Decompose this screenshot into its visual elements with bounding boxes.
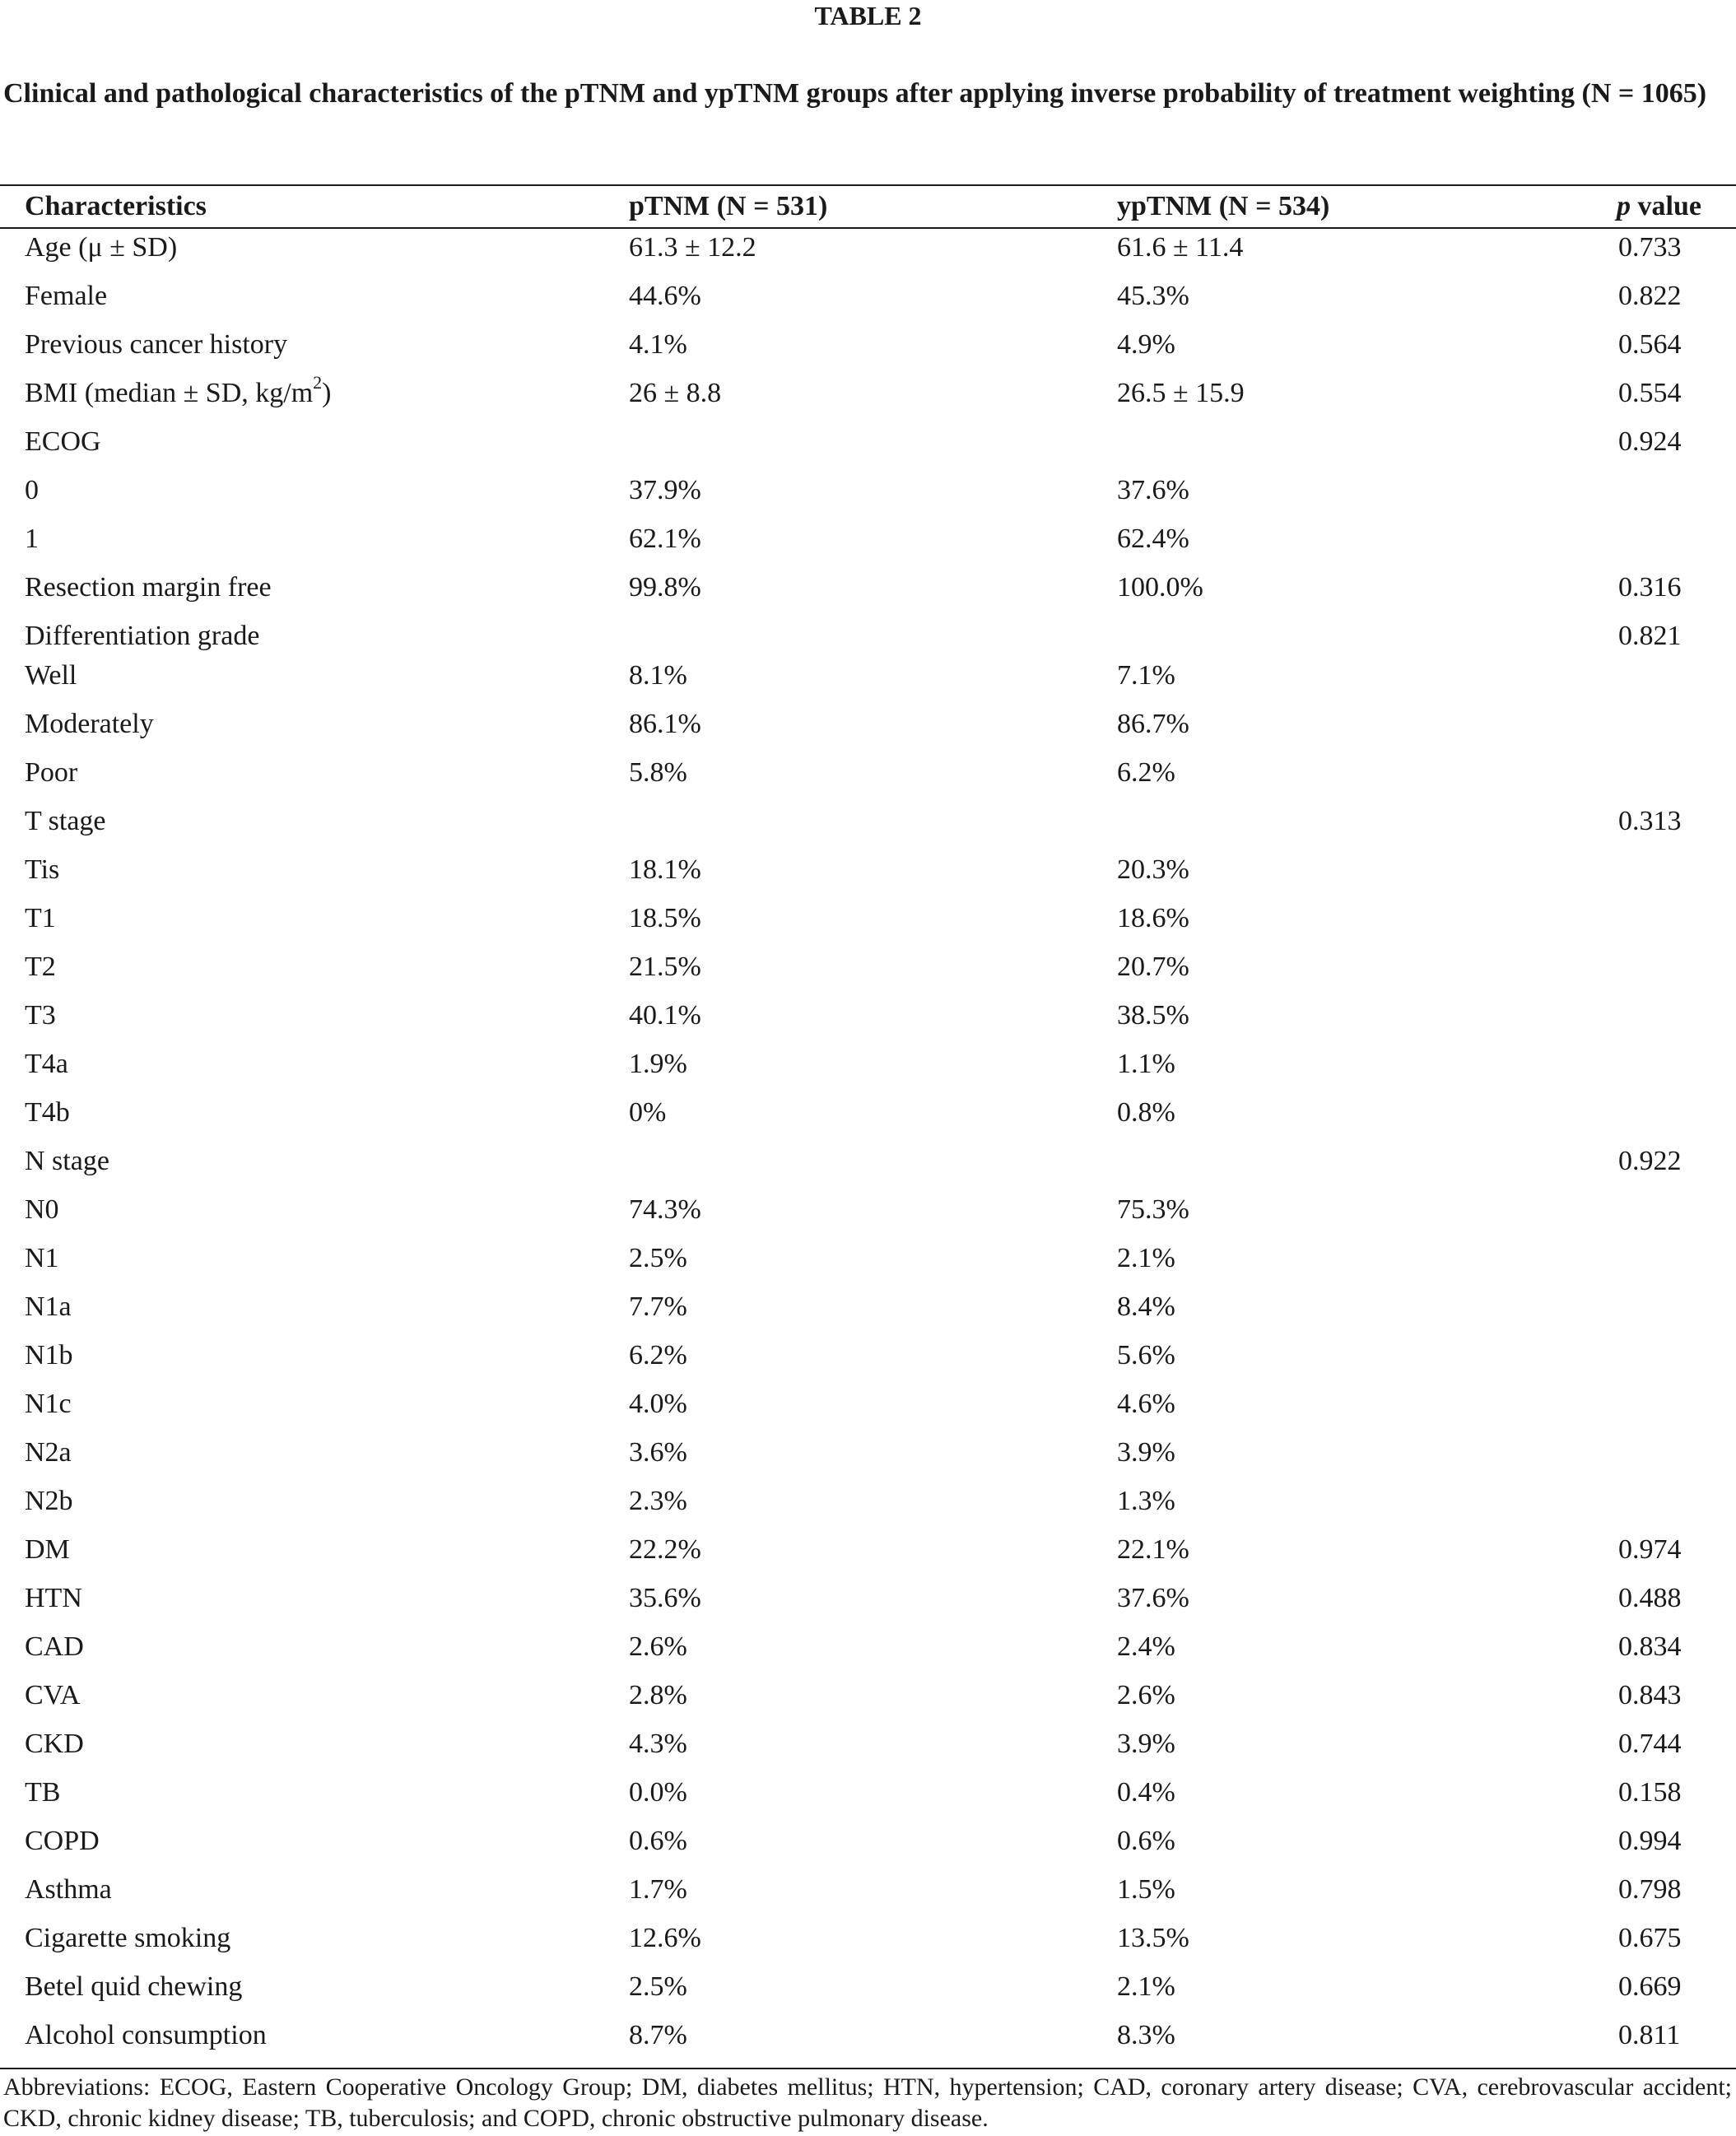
cell-p-value: 0.924	[1618, 426, 1682, 457]
cell-ptnm: 22.2%	[629, 1534, 701, 1565]
row-label: T stage	[25, 806, 106, 836]
row-label: Previous cancer history	[25, 329, 288, 360]
table-row	[0, 1920, 1736, 1957]
table-row	[0, 371, 1736, 412]
table-row	[0, 1775, 1736, 1811]
row-label: N0	[25, 1194, 59, 1225]
cell-ptnm: 2.5%	[629, 1243, 687, 1273]
row-label: CAD	[25, 1631, 84, 1662]
table-row	[0, 658, 1736, 694]
table-row	[0, 1726, 1736, 1762]
table-footnote: Abbreviations: ECOG, Eastern Cooperative Oncology Group; DM, diabetes mellitus; HTN, hypertension; CAD, coronary artery disease; CVA, cerebrovascular accident; CKD, chronic kidney disease; TB, tuberculosis; and COPD, chronic obstructive pulmonary disease.	[3, 2073, 1732, 2132]
cell-p-value: 0.488	[1618, 1583, 1682, 1613]
header-p-rest: value	[1631, 191, 1701, 221]
row-label: COPD	[25, 1826, 100, 1856]
row-label: T4a	[25, 1049, 68, 1079]
cell-ptnm: 26 ± 8.8	[629, 378, 722, 408]
cell-ptnm: 21.5%	[629, 952, 701, 982]
row-label: Betel quid chewing	[25, 1971, 243, 2002]
row-label: CKD	[25, 1729, 84, 1759]
cell-ptnm: 0.0%	[629, 1777, 687, 1808]
cell-yptnm: 2.4%	[1117, 1631, 1175, 1662]
row-label: Well	[25, 660, 77, 691]
cell-p-value: 0.922	[1618, 1146, 1682, 1176]
table-row	[0, 1872, 1736, 1908]
cell-ptnm: 1.7%	[629, 1874, 687, 1905]
table-row	[0, 1435, 1736, 1471]
cell-yptnm: 37.6%	[1117, 1583, 1189, 1613]
table-caption: Clinical and pathological characteristics of the pTNM and ypTNM groups after applying inverse probability of treatment weighting (N = 1065)	[3, 78, 1707, 109]
table-row	[0, 1192, 1736, 1228]
cell-ptnm: 18.1%	[629, 854, 701, 885]
cell-yptnm: 2.1%	[1117, 1971, 1175, 2002]
cell-ptnm: 0%	[629, 1097, 667, 1128]
cell-ptnm: 6.2%	[629, 1340, 687, 1370]
row-label: ECOG	[25, 426, 101, 457]
table-row	[0, 949, 1736, 985]
cell-yptnm: 20.3%	[1117, 854, 1189, 885]
cell-yptnm: 37.6%	[1117, 475, 1189, 505]
cell-p-value: 0.811	[1618, 2020, 1681, 2050]
cell-p-value: 0.158	[1618, 1777, 1682, 1808]
row-label: Alcohol consumption	[25, 2020, 267, 2050]
row-label: Poor	[25, 757, 78, 788]
row-label: Female	[25, 281, 108, 311]
cell-ptnm: 74.3%	[629, 1194, 701, 1225]
table-row	[0, 852, 1736, 888]
cell-p-value: 0.744	[1618, 1729, 1682, 1759]
table-row	[0, 570, 1736, 606]
cell-yptnm: 4.6%	[1117, 1389, 1175, 1419]
cell-ptnm: 99.8%	[629, 572, 701, 603]
cell-yptnm: 3.9%	[1117, 1437, 1175, 1468]
cell-ptnm: 0.6%	[629, 1826, 687, 1856]
cell-yptnm: 26.5 ± 15.9	[1117, 378, 1245, 408]
row-label: T1	[25, 903, 56, 933]
cell-yptnm: 61.6 ± 11.4	[1117, 232, 1244, 263]
row-label: Resection margin free	[25, 572, 272, 603]
cell-ptnm: 4.3%	[629, 1729, 687, 1759]
row-label: N2a	[25, 1437, 72, 1468]
table-row	[0, 230, 1736, 266]
cell-yptnm: 1.1%	[1117, 1049, 1175, 1079]
row-label: N1a	[25, 1291, 72, 1322]
cell-yptnm: 100.0%	[1117, 572, 1203, 603]
cell-ptnm: 1.9%	[629, 1049, 687, 1079]
cell-ptnm: 2.6%	[629, 1631, 687, 1662]
header-p-value	[1617, 190, 1701, 223]
table-row	[0, 755, 1736, 791]
bottom-rule	[0, 2068, 1736, 2069]
table-row	[0, 1289, 1736, 1325]
cell-yptnm: 45.3%	[1117, 281, 1189, 311]
table-row	[0, 1969, 1736, 2005]
cell-ptnm: 3.6%	[629, 1437, 687, 1468]
header-yptnm: ypTNM (N = 534)	[1117, 191, 1330, 221]
cell-yptnm: 2.6%	[1117, 1680, 1175, 1710]
table-row	[0, 1629, 1736, 1665]
cell-ptnm: 7.7%	[629, 1291, 687, 1322]
table-row	[0, 1095, 1736, 1131]
cell-yptnm: 13.5%	[1117, 1923, 1189, 1953]
cell-p-value: 0.316	[1618, 572, 1682, 603]
cell-yptnm: 62.4%	[1117, 524, 1189, 554]
table-row	[0, 1143, 1736, 1180]
cell-ptnm: 35.6%	[629, 1583, 701, 1613]
row-label: CVA	[25, 1680, 81, 1710]
cell-yptnm: 4.9%	[1117, 329, 1175, 360]
row-label: N stage	[25, 1146, 109, 1176]
table-row	[0, 1240, 1736, 1277]
cell-ptnm: 40.1%	[629, 1000, 701, 1031]
cell-yptnm: 5.6%	[1117, 1340, 1175, 1370]
header-rule	[0, 227, 1736, 229]
cell-ptnm: 8.7%	[629, 2020, 687, 2050]
cell-p-value: 0.843	[1618, 1680, 1682, 1710]
cell-yptnm: 20.7%	[1117, 952, 1189, 982]
table-row	[0, 1386, 1736, 1422]
cell-yptnm: 6.2%	[1117, 757, 1175, 788]
row-label: T4b	[25, 1097, 70, 1128]
cell-p-value: 0.733	[1618, 232, 1682, 263]
cell-yptnm: 8.3%	[1117, 2020, 1175, 2050]
cell-p-value: 0.554	[1618, 378, 1682, 408]
cell-yptnm: 0.8%	[1117, 1097, 1175, 1128]
cell-yptnm: 22.1%	[1117, 1534, 1189, 1565]
row-label: 1	[25, 524, 39, 554]
table-row	[0, 706, 1736, 742]
table-header-row	[0, 186, 1736, 227]
cell-yptnm: 7.1%	[1117, 660, 1175, 691]
cell-ptnm: 2.8%	[629, 1680, 687, 1710]
cell-yptnm: 86.7%	[1117, 709, 1189, 739]
table-row	[0, 1483, 1736, 1519]
row-label: Asthma	[25, 1874, 112, 1905]
table-row	[0, 1678, 1736, 1714]
cell-yptnm: 18.6%	[1117, 903, 1189, 933]
table-row	[0, 327, 1736, 363]
table-label: TABLE 2	[814, 1, 922, 30]
cell-yptnm: 8.4%	[1117, 1291, 1175, 1322]
row-label: N1c	[25, 1389, 72, 1419]
row-label: T3	[25, 1000, 56, 1031]
table-row	[0, 424, 1736, 460]
cell-p-value: 0.994	[1618, 1826, 1682, 1856]
row-label: TB	[25, 1777, 61, 1808]
cell-p-value: 0.834	[1618, 1631, 1682, 1662]
table-row	[0, 1532, 1736, 1568]
row-label: DM	[25, 1534, 70, 1565]
cell-yptnm: 1.5%	[1117, 1874, 1175, 1905]
cell-ptnm: 12.6%	[629, 1923, 701, 1953]
header-ptnm: pTNM (N = 531)	[629, 191, 828, 221]
row-label: Age (μ ± SD)	[25, 232, 178, 263]
row-label: N1b	[25, 1340, 73, 1370]
cell-yptnm: 38.5%	[1117, 1000, 1189, 1031]
cell-ptnm: 18.5%	[629, 903, 701, 933]
cell-p-value: 0.974	[1618, 1534, 1682, 1565]
table-row	[0, 900, 1736, 937]
cell-ptnm: 86.1%	[629, 709, 701, 739]
cell-yptnm: 3.9%	[1117, 1729, 1175, 1759]
row-label: Tis	[25, 854, 60, 885]
cell-p-value: 0.822	[1618, 281, 1682, 311]
row-label	[25, 371, 332, 412]
cell-ptnm: 5.8%	[629, 757, 687, 788]
table-row	[0, 521, 1736, 557]
cell-p-value: 0.313	[1618, 806, 1682, 836]
table-row	[0, 472, 1736, 509]
cell-ptnm: 2.5%	[629, 1971, 687, 2002]
header-p-italic: p	[1617, 191, 1631, 221]
table-row	[0, 1046, 1736, 1082]
row-label: N1	[25, 1243, 59, 1273]
row-label: 0	[25, 475, 39, 505]
cell-yptnm: 75.3%	[1117, 1194, 1189, 1225]
bmi-label-superscript: 2	[313, 371, 323, 393]
cell-ptnm: 4.1%	[629, 329, 687, 360]
cell-p-value: 0.821	[1618, 621, 1682, 651]
table-row	[0, 618, 1736, 654]
cell-ptnm: 8.1%	[629, 660, 687, 691]
cell-yptnm: 0.6%	[1117, 1826, 1175, 1856]
table-row	[0, 278, 1736, 314]
row-label: Moderately	[25, 709, 154, 739]
row-label: N2b	[25, 1486, 73, 1516]
row-label: Cigarette smoking	[25, 1923, 231, 1953]
cell-ptnm: 37.9%	[629, 475, 701, 505]
bmi-label-close: )	[322, 378, 332, 408]
cell-p-value: 0.798	[1618, 1874, 1682, 1905]
cell-yptnm: 2.1%	[1117, 1243, 1175, 1273]
cell-p-value: 0.564	[1618, 329, 1682, 360]
bmi-label-text: BMI (median ± SD, kg/m	[25, 378, 314, 408]
table-row	[0, 803, 1736, 840]
cell-p-value: 0.669	[1618, 1971, 1682, 2002]
cell-ptnm: 62.1%	[629, 524, 701, 554]
cell-ptnm: 2.3%	[629, 1486, 687, 1516]
cell-yptnm: 0.4%	[1117, 1777, 1175, 1808]
table-row	[0, 1338, 1736, 1374]
cell-ptnm: 4.0%	[629, 1389, 687, 1419]
table-row	[0, 2017, 1736, 2054]
header-characteristics: Characteristics	[25, 191, 207, 221]
cell-ptnm: 61.3 ± 12.2	[629, 232, 756, 263]
row-label: Differentiation grade	[25, 621, 260, 651]
table-row	[0, 998, 1736, 1034]
row-label: HTN	[25, 1583, 82, 1613]
row-label: T2	[25, 952, 56, 982]
table-row	[0, 1823, 1736, 1859]
cell-yptnm: 1.3%	[1117, 1486, 1175, 1516]
cell-p-value: 0.675	[1618, 1923, 1682, 1953]
table-row	[0, 1580, 1736, 1617]
cell-ptnm: 44.6%	[629, 281, 701, 311]
